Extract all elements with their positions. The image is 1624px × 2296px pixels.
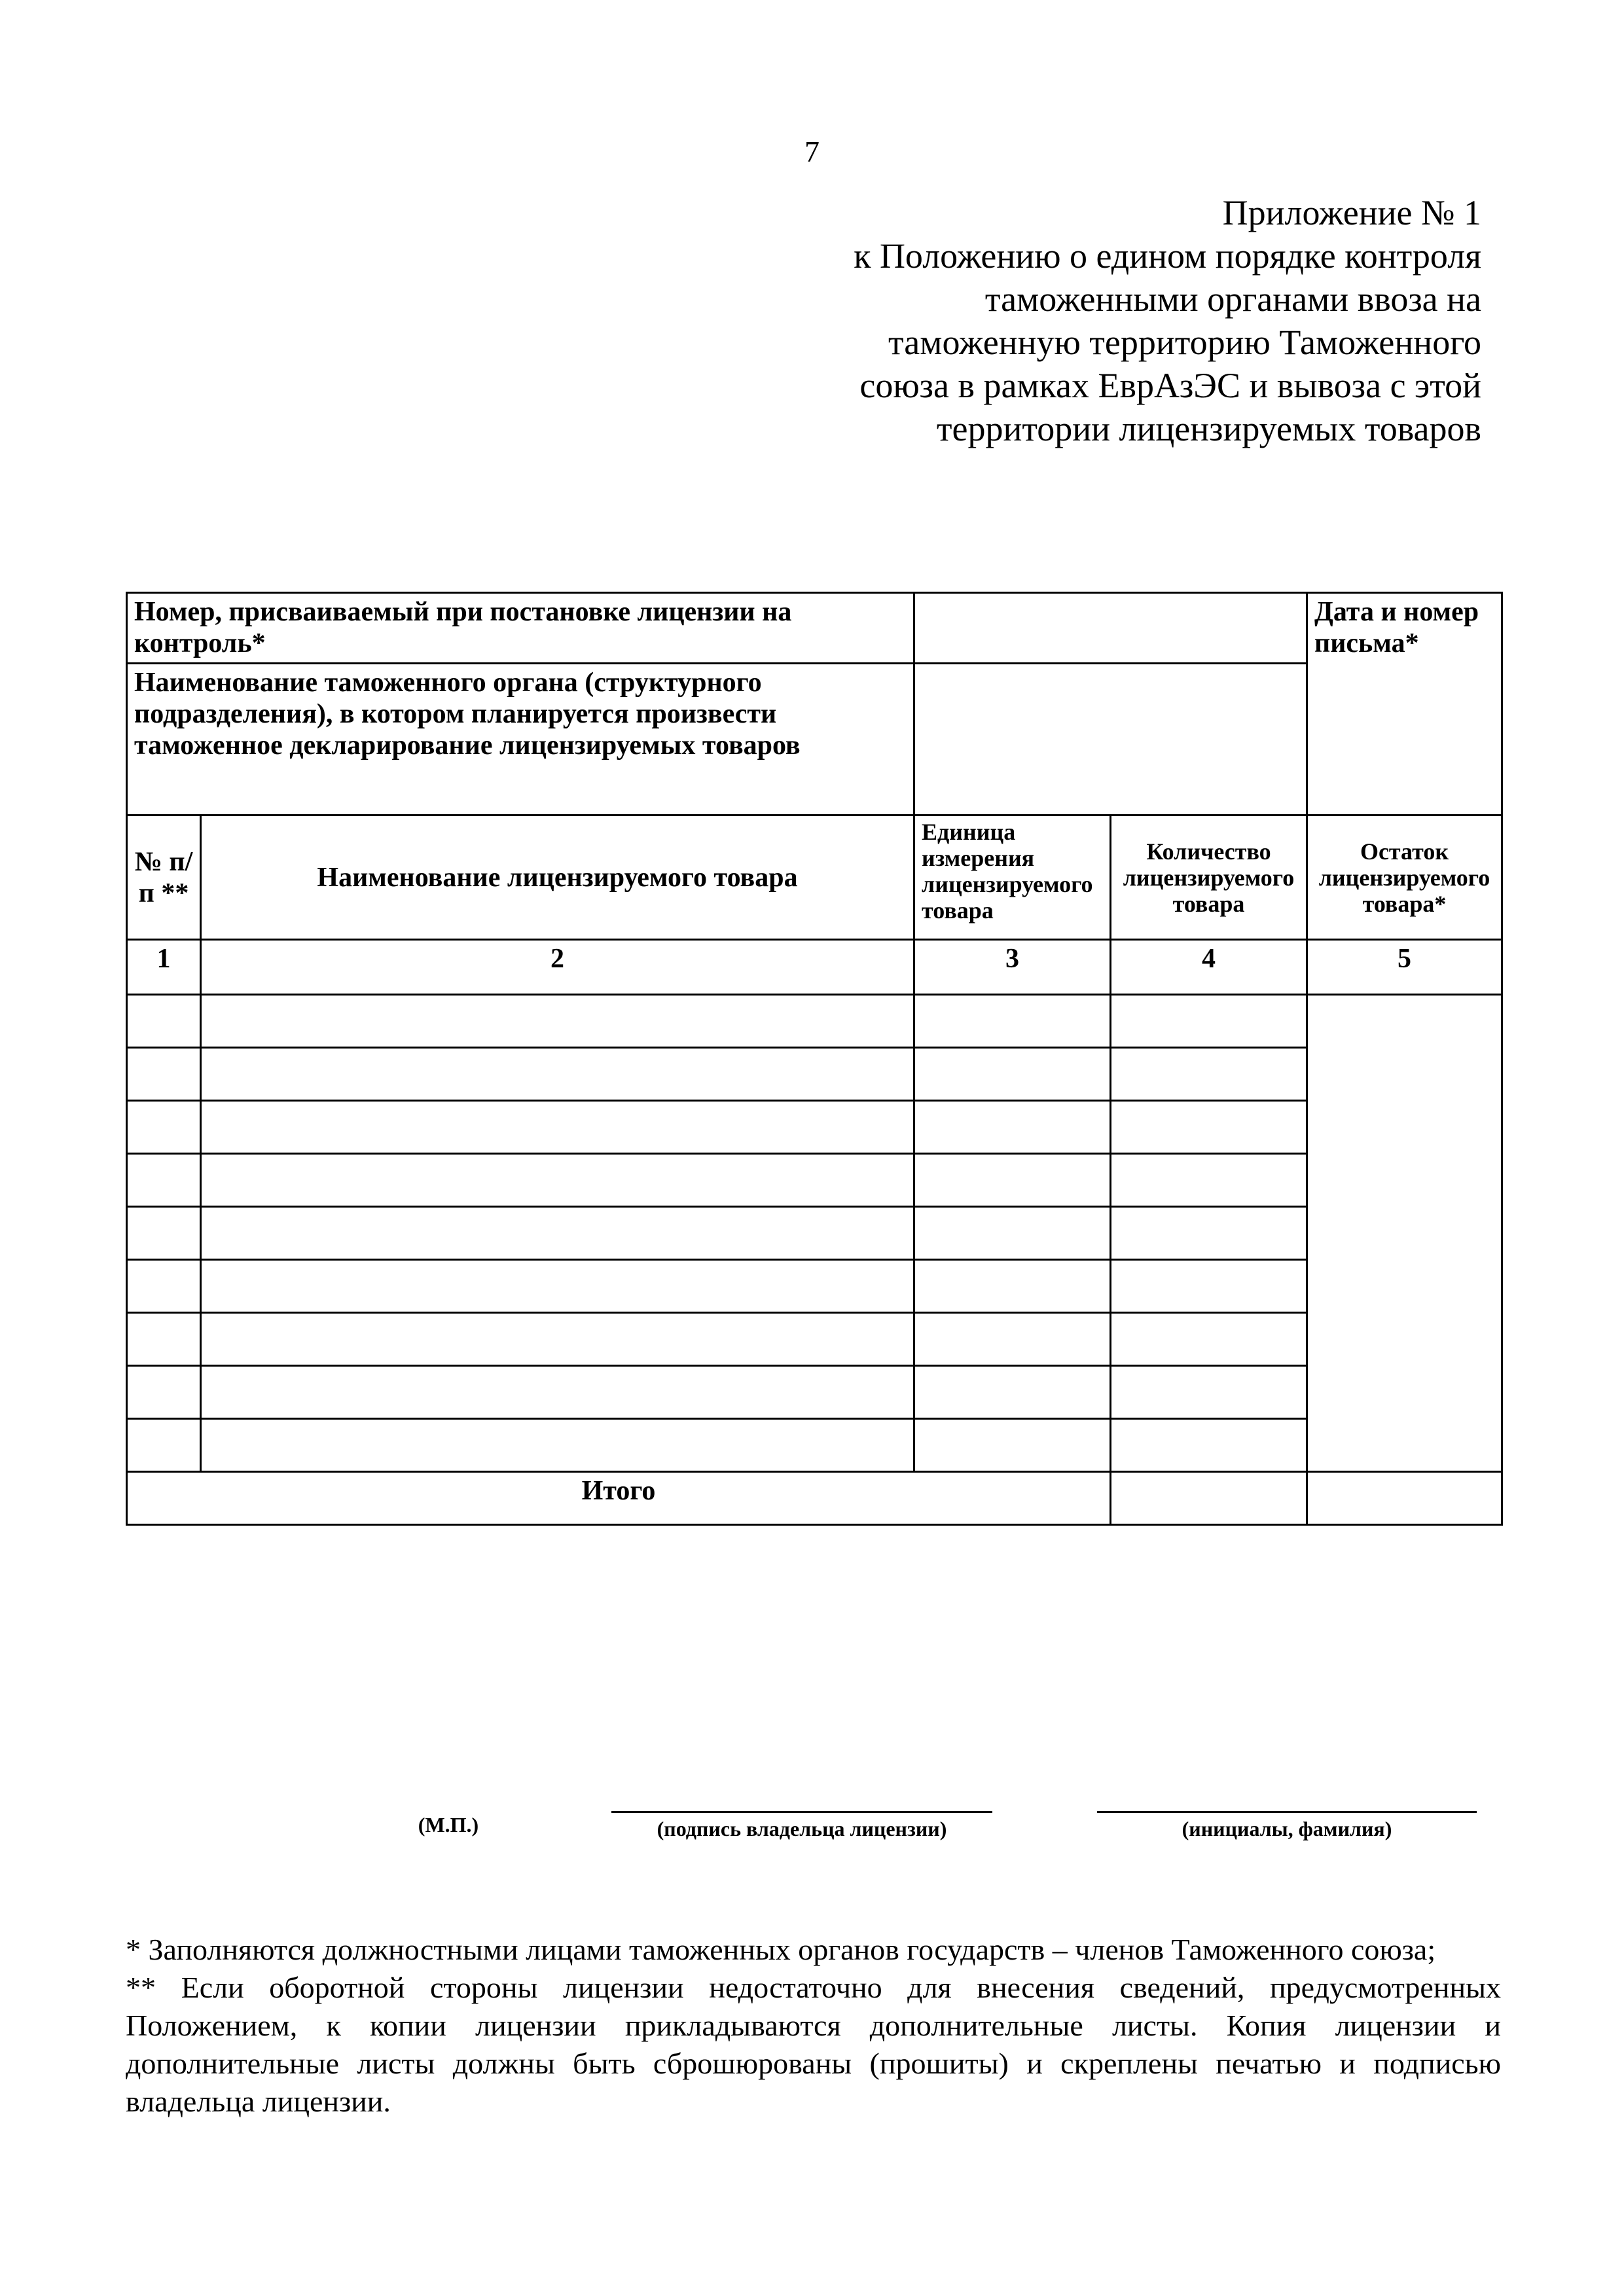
date-letter-cell[interactable]: Дата и номер письма* (1307, 593, 1502, 816)
cell-unit[interactable] (914, 1154, 1111, 1207)
cell-unit[interactable] (914, 995, 1111, 1048)
reg-number-label: Номер, присваиваемый при постановке лицензии на контроль* (127, 593, 914, 664)
cell-name[interactable] (201, 1419, 914, 1472)
cell-quantity[interactable] (1111, 1419, 1307, 1472)
cell-name[interactable] (201, 1207, 914, 1260)
table-row (127, 1048, 1502, 1101)
header-quantity: Количество лицензируемого товара (1111, 816, 1307, 940)
header-name: Наименование лицензируемого товара (201, 816, 914, 940)
annex-line: таможенными органами ввоза на (984, 279, 1481, 319)
header-num: № п/п ** (127, 816, 201, 940)
total-label: Итого (127, 1472, 1111, 1525)
customs-body-label: Наименование таможенного органа (структурного подразделения), в котором планируется произвести таможенное декларирование лицензируемых товаров (127, 664, 914, 816)
cell-remainder[interactable] (1307, 995, 1502, 1472)
column-number: 1 (127, 940, 201, 995)
cell-quantity[interactable] (1111, 1154, 1307, 1207)
stamp-label: (М.П.) (418, 1813, 479, 1837)
annex-line: союза в рамках ЕврАзЭС и вывоза с этой (859, 366, 1481, 405)
cell-unit[interactable] (914, 1313, 1111, 1366)
customs-body-field[interactable] (914, 664, 1307, 816)
footnote: * Заполняются должностными лицами таможенных органов государств – членов Таможенного союза; (126, 1933, 1436, 1966)
cell-num[interactable] (127, 1048, 201, 1101)
cell-name[interactable] (201, 1048, 914, 1101)
cell-quantity[interactable] (1111, 1366, 1307, 1419)
cell-quantity[interactable] (1111, 995, 1307, 1048)
column-number: 2 (201, 940, 914, 995)
cell-unit[interactable] (914, 1101, 1111, 1154)
cell-name[interactable] (201, 1101, 914, 1154)
header-unit: Единица измерения лицензируемого товара (914, 816, 1111, 940)
table-row (127, 1313, 1502, 1366)
table-row (127, 1419, 1502, 1472)
cell-num[interactable] (127, 1154, 201, 1207)
cell-num[interactable] (127, 1207, 201, 1260)
total-quantity[interactable] (1111, 1472, 1307, 1525)
cell-name[interactable] (201, 1313, 914, 1366)
total-remainder[interactable] (1307, 1472, 1502, 1525)
table-row (127, 1366, 1502, 1419)
initials-line[interactable]: (инициалы, фамилия) (1097, 1811, 1477, 1841)
cell-unit[interactable] (914, 1207, 1111, 1260)
column-number: 5 (1307, 940, 1502, 995)
annex-heading (696, 191, 1481, 450)
cell-name[interactable] (201, 1366, 914, 1419)
cell-name[interactable] (201, 995, 914, 1048)
owner-signature-line[interactable]: (подпись владельца лицензии) (611, 1811, 992, 1841)
reg-number-field[interactable] (914, 593, 1307, 664)
annex-line: Приложение № 1 (1222, 193, 1481, 232)
table-row (127, 1101, 1502, 1154)
column-number: 3 (914, 940, 1111, 995)
cell-unit[interactable] (914, 1366, 1111, 1419)
cell-num[interactable] (127, 1260, 201, 1313)
cell-unit[interactable] (914, 1419, 1111, 1472)
column-number: 4 (1111, 940, 1307, 995)
cell-num[interactable] (127, 995, 201, 1048)
page-number: 7 (804, 135, 820, 168)
table-row (127, 1154, 1502, 1207)
annex-line: к Положению о едином порядке контроля (854, 236, 1481, 276)
cell-num[interactable] (127, 1101, 201, 1154)
cell-num[interactable] (127, 1366, 201, 1419)
cell-quantity[interactable] (1111, 1207, 1307, 1260)
cell-quantity[interactable] (1111, 1101, 1307, 1154)
cell-quantity[interactable] (1111, 1260, 1307, 1313)
cell-quantity[interactable] (1111, 1313, 1307, 1366)
annex-line: территории лицензируемых товаров (936, 409, 1481, 448)
cell-unit[interactable] (914, 1260, 1111, 1313)
table-row (127, 995, 1502, 1048)
footnote: ** Если оборотной стороны лицензии недостаточно для внесения сведений, предусмотренных Положением, к копии лицензии прикладываются дополнительные листы. Копия лицензии и дополнительные листы должны быть сброшюрованы (прошиты) и скреплены печатью и подписью владельца лицензии. (126, 1971, 1501, 2118)
cell-unit[interactable] (914, 1048, 1111, 1101)
table-row (127, 1260, 1502, 1313)
header-remainder: Остаток лицензируемого товара* (1307, 816, 1502, 940)
cell-num[interactable] (127, 1313, 201, 1366)
license-control-table (126, 592, 1503, 1526)
annex-line: таможенную территорию Таможенного (888, 323, 1481, 362)
cell-num[interactable] (127, 1419, 201, 1472)
cell-name[interactable] (201, 1260, 914, 1313)
table-row (127, 1207, 1502, 1260)
footnotes (126, 1931, 1501, 2121)
cell-quantity[interactable] (1111, 1048, 1307, 1101)
cell-name[interactable] (201, 1154, 914, 1207)
